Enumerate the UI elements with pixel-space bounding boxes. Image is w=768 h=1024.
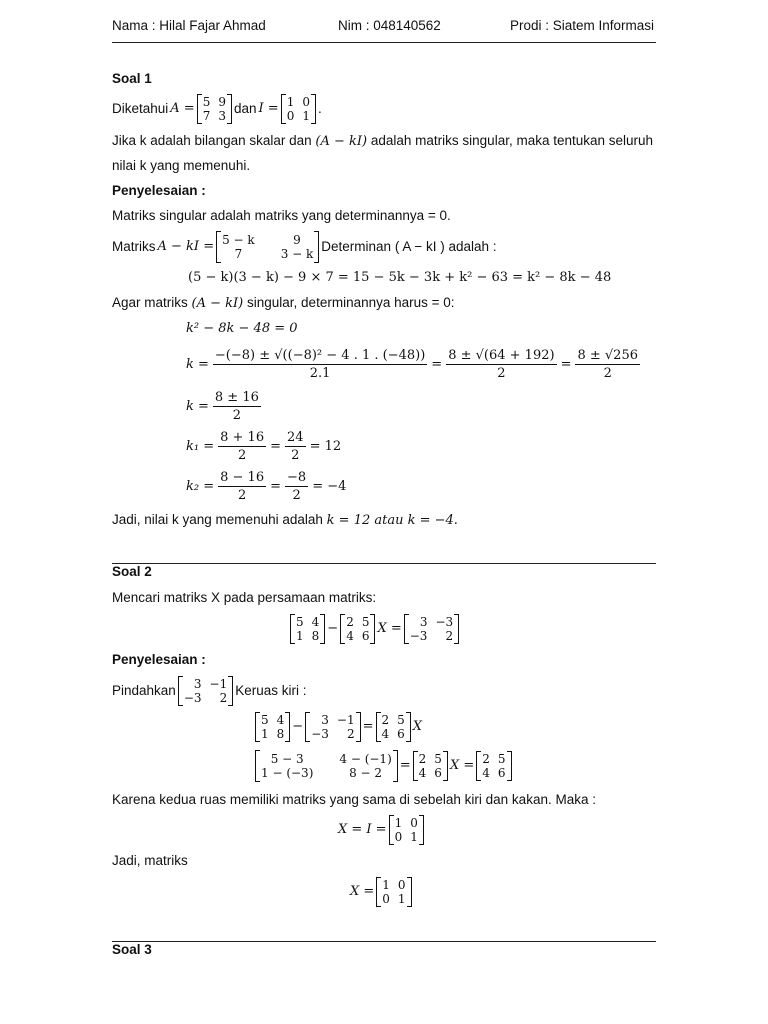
matrix-A-kI-line: Matriks A − kI = 5 − k 9 7 3 − k Determinan ( A − kI ) adalah :	[112, 231, 497, 263]
quadratic-formula-line: k = $\frac{\text{−(−8) ± √((−8)² − 4 . 1 . (−48))}}{2.1}$ = $\frac{8 \pm √(64 + 192)}{2}$ = $\frac{8 \pm √256}{2}$	[186, 348, 638, 381]
matrix-A-label: A =	[170, 101, 195, 117]
matrix-A-minus-kI: 5 − k 9 7 3 − k	[216, 231, 319, 263]
jadi-line: Jadi, matriks	[112, 853, 188, 868]
result-identity-matrix: 1 0 0 1	[376, 877, 411, 907]
move-equation: 5 4 1 8 − 3 −1 −3 2 = 2 5 4 6 X	[255, 712, 422, 742]
matrix-3132: 3 −1 −3 2	[178, 676, 233, 706]
soal1-given: Diketahui A = 5 9 7 3 dan I = 1 0 0 1 .	[112, 94, 322, 123]
soal2-divider	[112, 563, 656, 564]
header-nim: Nim : 048140562	[338, 18, 441, 33]
matrix-3332: 3 −3 −3 2	[404, 614, 459, 644]
soal1-conclusion: Jadi, nilai k yang memenuhi adalah k = 12 atau k = −4.	[112, 512, 458, 528]
identity-matrix: 1 0 0 1	[389, 815, 424, 845]
soal3-divider	[112, 941, 656, 942]
karena-line: Karena kedua ruas memiliki matriks yang sama di sebelah kiri dan kakan. Maka :	[112, 792, 596, 807]
matrix-I: 1 0 0 1	[281, 94, 316, 124]
dan-text: dan	[233, 100, 257, 116]
x-equals-i: X = I = 1 0 0 1	[338, 815, 424, 845]
given-prefix: Diketahui	[112, 100, 169, 116]
matrix-I-label: I =	[258, 101, 279, 117]
header-nama: Nama : Hilal Fajar Ahmad	[112, 18, 266, 33]
singular-definition: Matriks singular adalah matriks yang determinannya = 0.	[112, 208, 451, 223]
soal2-intro: Mencari matriks X pada persamaan matriks:	[112, 590, 377, 605]
matrix-difference: 5 − 3 4 − (−1) 1 − (−3) 8 − 2	[255, 750, 398, 782]
soal1-question-line: Jika k adalah bilangan skalar dan (A − kI) adalah matriks singular, maka tentukan seluruh	[112, 133, 654, 149]
k1-line: k₁ = $\frac{8 + 16}{2}$ = $\frac{24}{2}$ = 12	[186, 430, 342, 463]
x-result: X = 1 0 0 1	[350, 877, 412, 907]
matrix-A: 5 9 7 3	[197, 94, 232, 124]
soal3-title: Soal 3	[112, 942, 152, 957]
matrix-2546: 2 5 4 6	[340, 614, 375, 644]
header-divider	[112, 42, 656, 43]
k2-line: k₂ = $\frac{8 - 16}{2}$ = $\frac{-8}{2}$ = −4	[186, 470, 347, 503]
agar-line: Agar matriks (A − kI) singular, determinannya harus = 0:	[112, 295, 455, 311]
soal1-title: Soal 1	[112, 71, 152, 86]
difference-equation: 5 − 3 4 − (−1) 1 − (−3) 8 − 2 = 2 5 4 6 X = 2 5 4 6	[255, 750, 512, 782]
pindahkan-line: Pindahkan 3 −1 −3 2 Keruas kiri :	[112, 676, 307, 705]
soal2-solution-label: Penyelesaian :	[112, 652, 206, 667]
k-simplified-line: k = $\frac{8 \pm 16}{2}$	[186, 390, 259, 423]
soal2-title: Soal 2	[112, 564, 152, 579]
matrix-5418: 5 4 1 8	[290, 614, 325, 644]
soal2-equation: 5 4 1 8 − 2 5 4 6 X = 3 −3 −3 2	[290, 614, 459, 644]
header-prodi: Prodi : Siatem Informasi	[510, 18, 655, 33]
quadratic-equation: k² − 8k − 48 = 0	[186, 321, 298, 336]
soal1-question-line2: nilai k yang memenuhi.	[112, 158, 251, 173]
soal1-solution-label: Penyelesaian :	[112, 183, 206, 198]
determinant-expression: (5 − k)(3 − k) − 9 × 7 = 15 − 5k − 3k + k² − 63 = k² − 8k − 48	[188, 270, 612, 285]
